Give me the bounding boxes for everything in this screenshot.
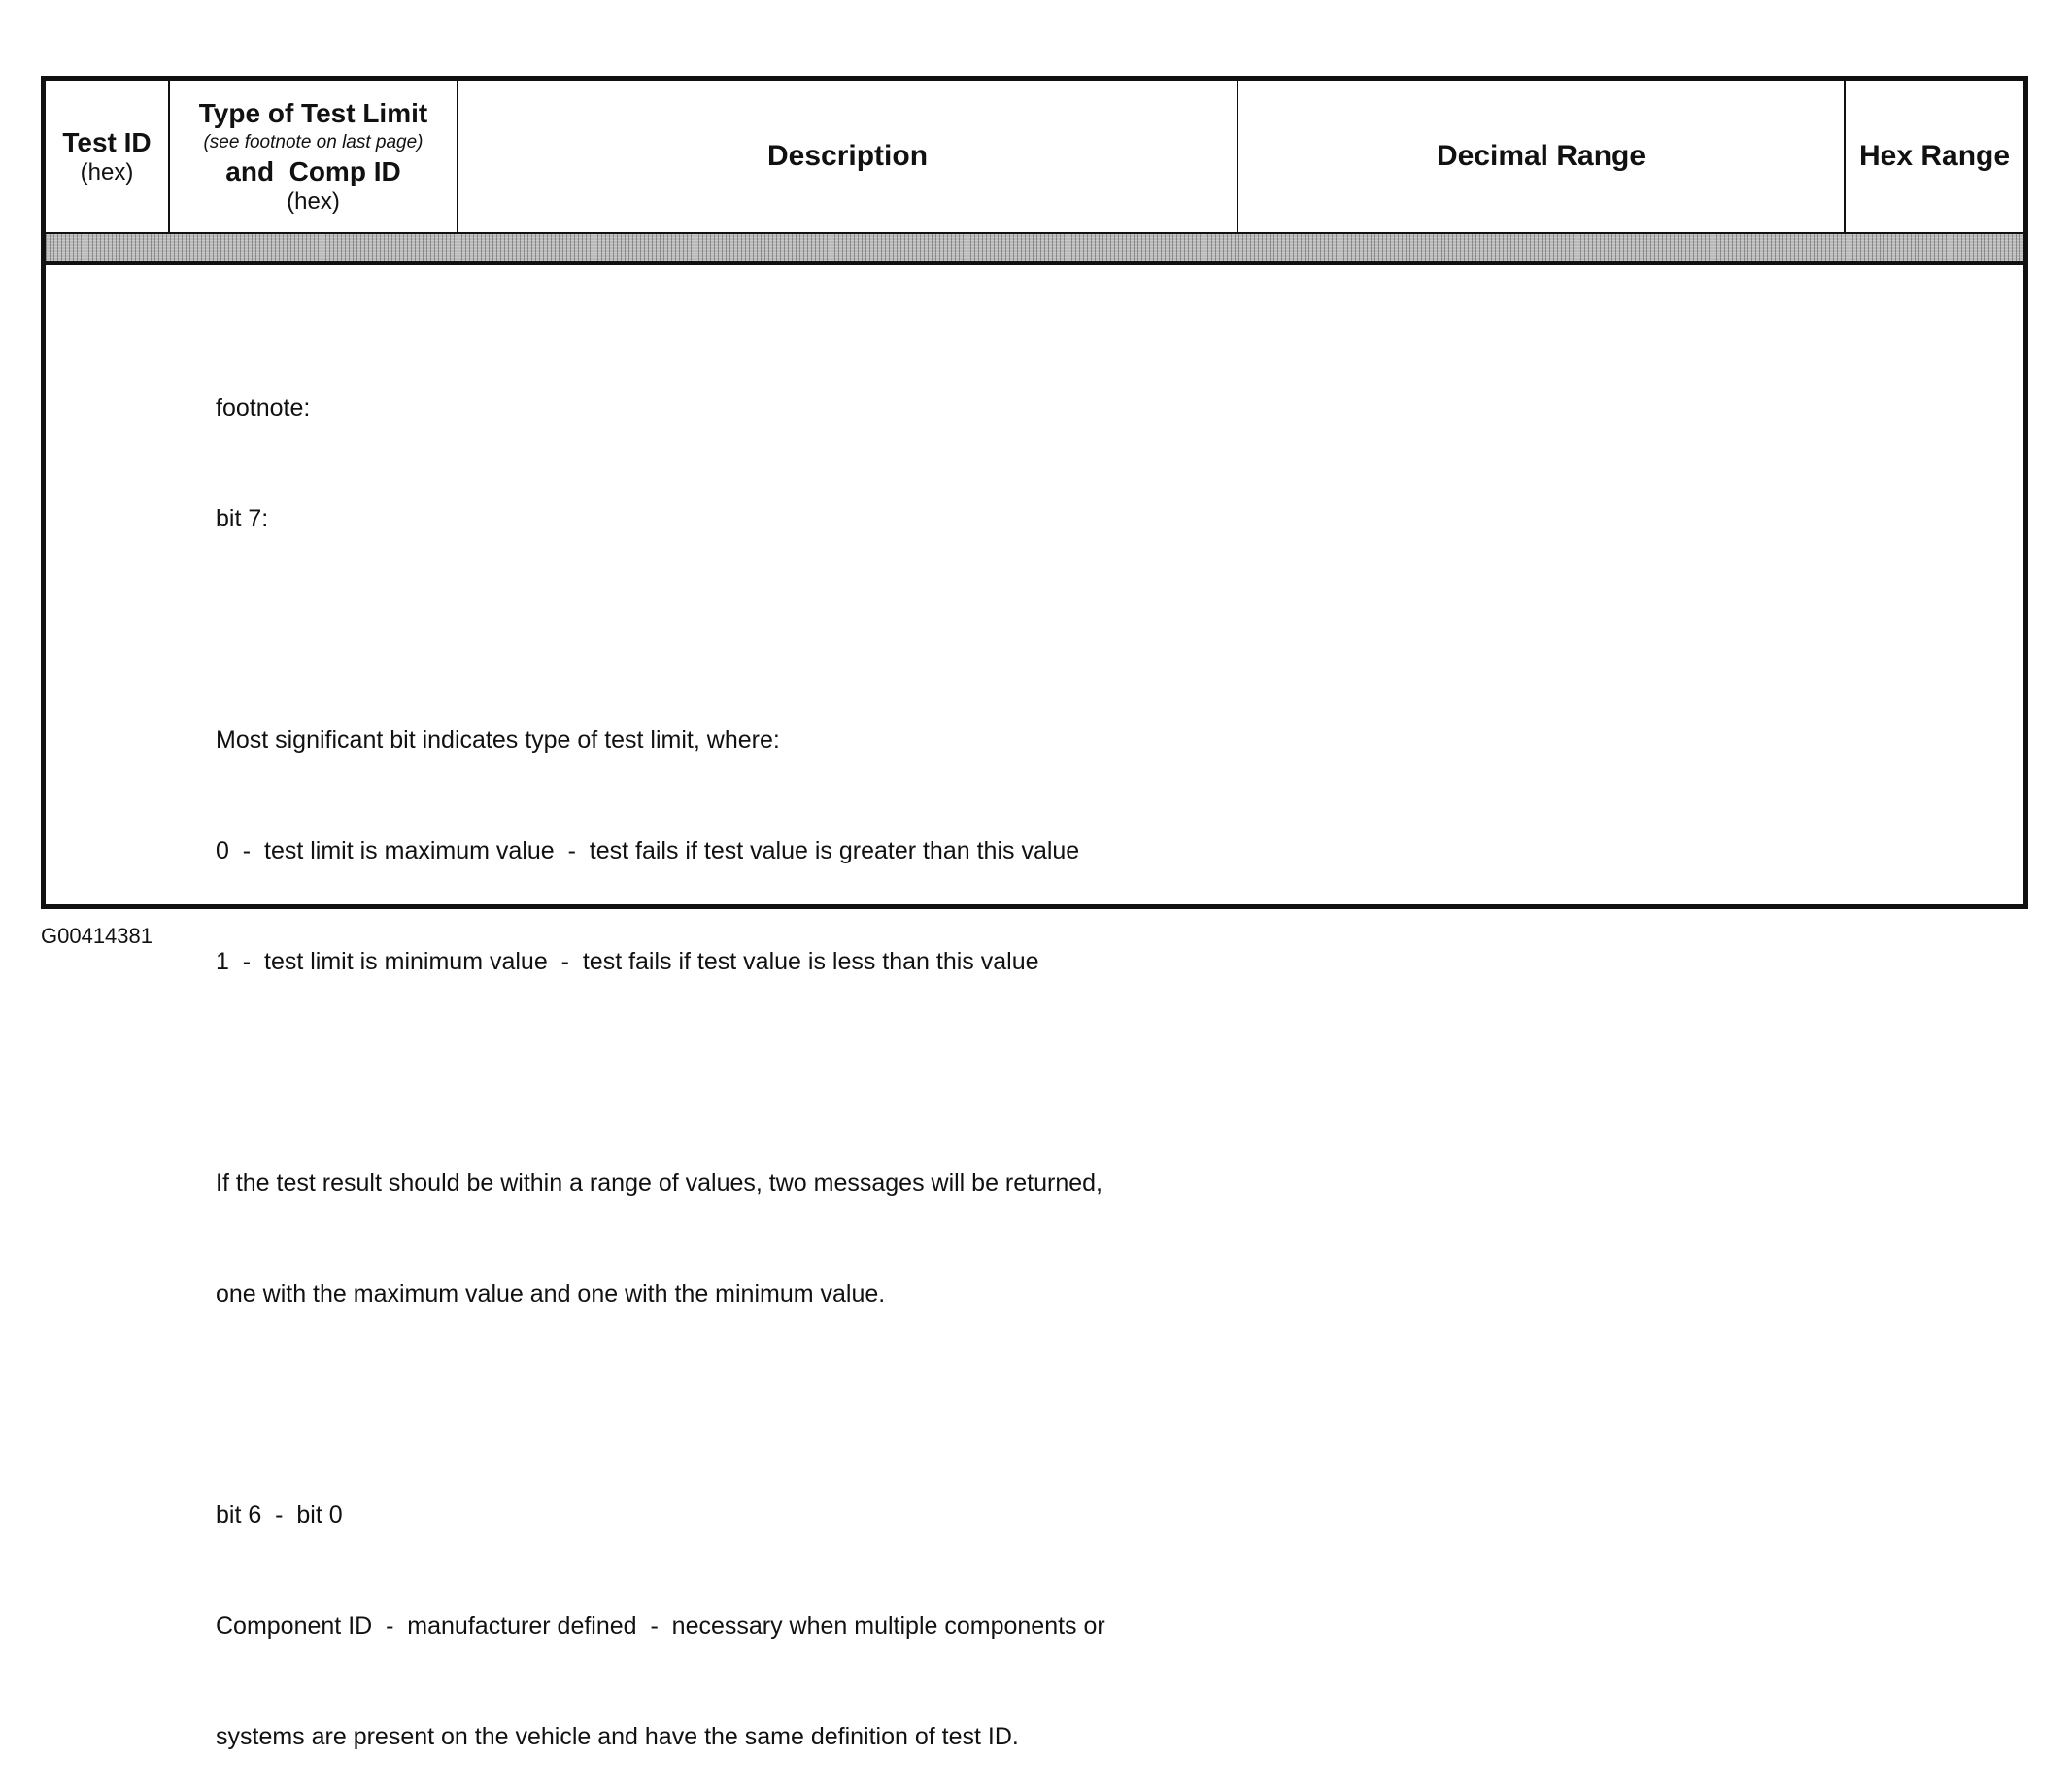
footnote-block [216,316,1105,1792]
footnote-comp-line2: systems are present on the vehicle and have the same definition of test ID. [216,1723,1019,1750]
header-hex-range-title: Hex Range [1858,140,2011,172]
header-type-limit-title: Type of Test Limit [198,98,428,128]
footnote-comp-line1: Component ID - manufacturer defined - necessary when multiple components or [216,1612,1105,1640]
header-test-id-sub: (hex) [80,159,134,186]
footnote-range-line1: If the test result should be within a range of values, two messages will be returned, [216,1169,1102,1197]
footnote-heading: footnote: [216,394,311,422]
footnote-one-line: 1 - test limit is minimum value - test fails if test value is less than this value [216,948,1039,975]
footnote-msb-line: Most significant bit indicates type of test limit, where: [216,727,780,754]
footnote-zero-line: 0 - test limit is maximum value - test fails if test value is greater than this value [216,837,1080,864]
footnote-spacer [216,611,1105,648]
header-test-id [46,81,170,232]
figure-id: G00414381 [41,924,153,948]
footnote-spacer [216,1386,1105,1423]
table-header [46,81,2023,234]
header-description [458,81,1238,232]
header-decimal-range [1238,81,1846,232]
header-decimal-range-title: Decimal Range [1436,140,1646,172]
footnote-bits-label: bit 6 - bit 0 [216,1502,343,1529]
header-type-limit [170,81,458,232]
footnote-spacer [216,1054,1105,1091]
header-hex-range [1846,81,2023,232]
footnote-range-line2: one with the maximum value and one with the minimum value. [216,1280,886,1307]
header-description-title: Description [766,140,929,172]
header-type-limit-note: (see footnote on last page) [203,132,424,152]
shaded-separator-band [46,234,2023,265]
header-comp-id-title: and Comp ID [225,156,401,186]
header-test-id-title: Test ID [62,127,152,157]
footnote-bit7-label: bit 7: [216,505,269,532]
header-type-limit-sub: (hex) [287,188,340,215]
